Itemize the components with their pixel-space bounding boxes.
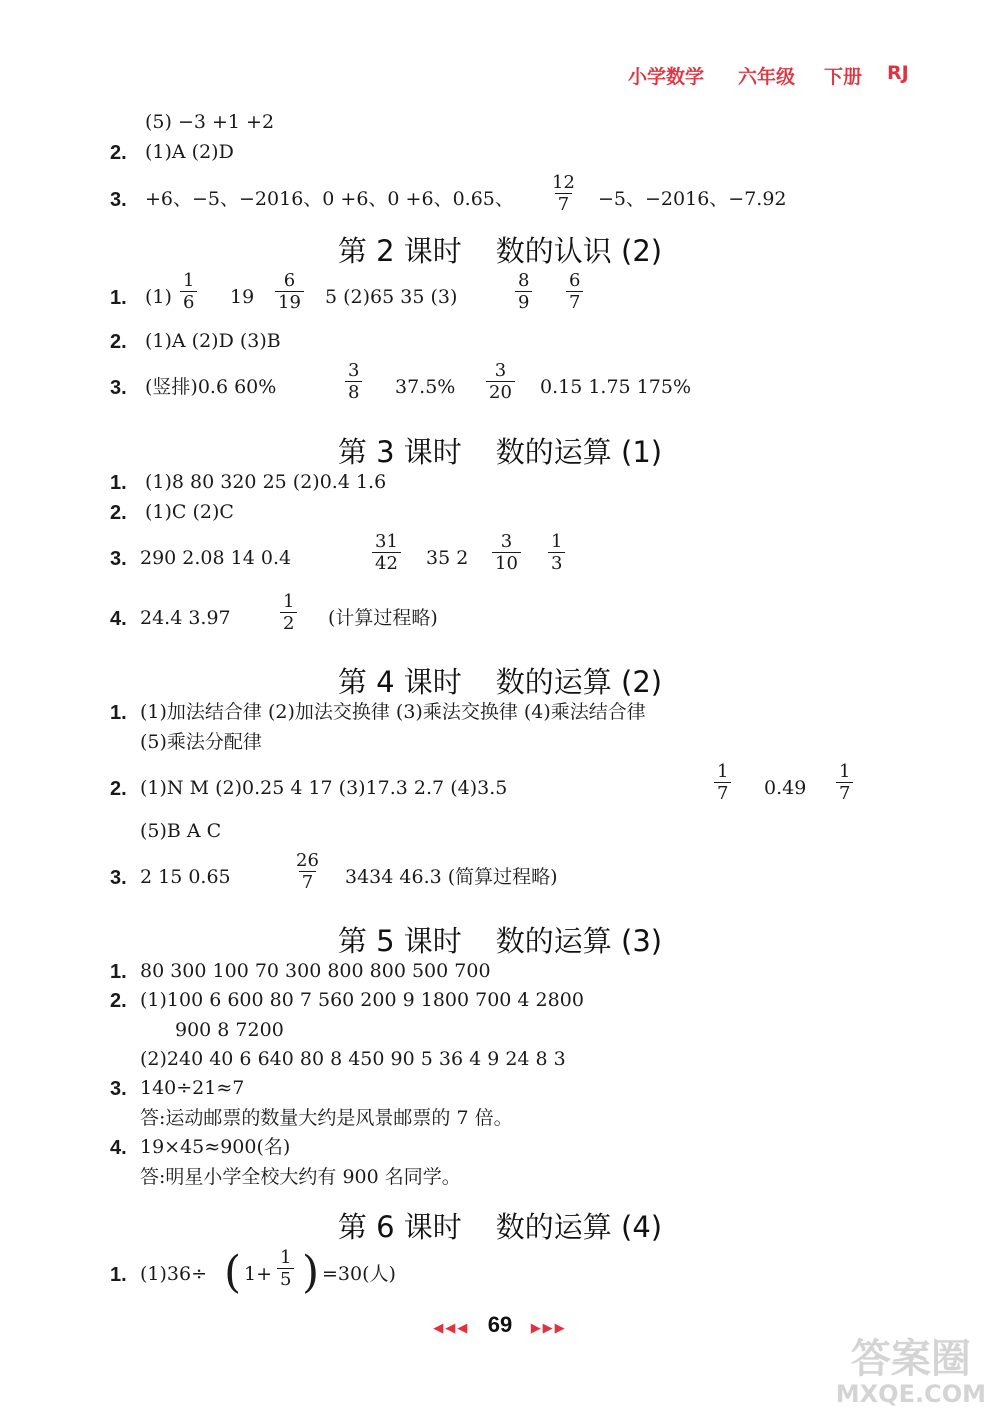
answer-text: (计算过程略) — [328, 607, 438, 629]
fraction: $\frac{3}{20}$ — [486, 360, 515, 403]
fraction: $\frac{6}{19}$ — [275, 270, 304, 313]
fraction: $\frac{6}{7}$ — [566, 270, 583, 313]
answer-line: (1)加法结合律 (2)加法交换律 (3)乘法交换律 (4)乘法结合律 — [140, 701, 646, 723]
answer-text: (竖排)0.6 60% — [145, 376, 277, 398]
answer-text: 2 15 0.65 — [140, 866, 231, 888]
fraction: $\frac{26}{7}$ — [296, 850, 319, 893]
answer-line: 答:运动邮票的数量大约是风景邮票的 7 倍。 — [140, 1107, 513, 1129]
answer-text: 1+ — [244, 1263, 273, 1285]
answer-text: 290 2.08 14 0.4 — [140, 547, 292, 569]
fraction: $\frac{12}{7}$ — [552, 172, 575, 215]
answer-line: 80 300 100 70 300 800 800 500 700 — [140, 960, 491, 982]
fraction: $\frac{1}{6}$ — [180, 270, 197, 313]
left-arrows-icon: ◀◀◀ — [433, 1320, 470, 1335]
answer-text: (1)36÷ — [140, 1263, 208, 1285]
answer-line: (1)A (2)D — [145, 141, 234, 163]
answer-text: 37.5% — [395, 376, 456, 398]
question-number: 3. — [110, 548, 127, 570]
right-parenthesis: ) — [302, 1247, 320, 1298]
answer-text: (1)N M (2)0.25 4 17 (3)17.3 2.7 (4)3.5 — [140, 777, 508, 799]
lesson-heading: 第 3 课时 数的运算 (1) — [337, 435, 663, 469]
question-number: 4. — [110, 608, 127, 630]
question-number: 2. — [110, 990, 127, 1012]
page-footer — [0, 1312, 1000, 1338]
answer-text: 5 (2)65 35 (3) — [325, 286, 458, 308]
answer-line: 900 8 7200 — [175, 1019, 284, 1041]
question-number: 3. — [110, 377, 127, 399]
answer-line: −5、−2016、−7.92 — [598, 188, 787, 210]
answer-line: 140÷21≈7 — [140, 1077, 245, 1099]
question-number: 1. — [110, 1264, 127, 1286]
fraction: $\frac{1}{5}$ — [277, 1247, 294, 1290]
lesson-heading: 第 6 课时 数的运算 (4) — [337, 1210, 663, 1244]
answer-text: 24.4 3.97 — [140, 607, 231, 629]
answer-text: 0.49 — [764, 777, 807, 799]
answer-line: (1)8 80 320 25 (2)0.4 1.6 — [145, 471, 387, 493]
watermark: 答案圈 MXQE.COM — [835, 1336, 986, 1408]
fraction: $\frac{1}{7}$ — [714, 761, 731, 804]
question-number: 2. — [110, 502, 127, 524]
answer-text: 0.15 1.75 175% — [540, 376, 692, 398]
question-number: 4. — [110, 1137, 127, 1159]
fraction: $\frac{8}{9}$ — [515, 270, 532, 313]
answer-line: (5)B A C — [140, 820, 222, 842]
answer-text: =30(人) — [322, 1263, 396, 1285]
answer-text: 3434 46.3 (简算过程略) — [345, 866, 558, 888]
answer-line: 19×45≈900(名) — [140, 1136, 291, 1158]
answer-line: (2)240 40 6 640 80 8 450 90 5 36 4 9 24 8 3 — [140, 1048, 566, 1070]
header-grade: 六年级 — [738, 66, 796, 88]
page-number: 69 — [487, 1312, 513, 1337]
fraction: $\frac{1}{3}$ — [548, 531, 565, 574]
answer-line: (1)A (2)D (3)B — [145, 330, 281, 352]
answer-line: (1)C (2)C — [145, 501, 234, 523]
fraction: $\frac{31}{42}$ — [372, 531, 401, 574]
answer-line: +6、−5、−2016、0 +6、0 +6、0.65、 — [145, 188, 514, 210]
fraction: $\frac{1}{2}$ — [280, 591, 297, 634]
question-number: 2. — [110, 778, 127, 800]
lesson-heading: 第 2 课时 数的认识 (2) — [337, 234, 663, 268]
question-number: 1. — [110, 287, 127, 309]
question-number: 3. — [110, 1078, 127, 1100]
header-edition: RJ — [887, 62, 909, 84]
question-number: 1. — [110, 961, 127, 983]
lesson-heading: 第 4 课时 数的运算 (2) — [337, 665, 663, 699]
answer-line: 答:明星小学全校大约有 900 名同学。 — [140, 1166, 461, 1188]
fraction: $\frac{1}{7}$ — [836, 761, 853, 804]
question-number: 3. — [110, 189, 127, 211]
question-number: 1. — [110, 702, 127, 724]
fraction: $\frac{3}{10}$ — [492, 531, 521, 574]
answer-line: (1)100 6 600 80 7 560 200 9 1800 700 4 2800 — [140, 989, 584, 1011]
question-number: 2. — [110, 331, 127, 353]
lesson-heading: 第 5 课时 数的运算 (3) — [337, 924, 663, 958]
answer-line: (5)乘法分配律 — [140, 731, 262, 753]
answer-text: 35 2 — [426, 547, 469, 569]
right-arrows-icon: ▶▶▶ — [530, 1320, 567, 1335]
question-number: 3. — [110, 867, 127, 889]
question-number: 2. — [110, 142, 127, 164]
answer-text: 19 — [230, 286, 255, 308]
header-subject: 小学数学 — [628, 66, 705, 88]
left-parenthesis: ( — [224, 1247, 242, 1298]
answer-line: (5) −3 +1 +2 — [145, 111, 275, 133]
question-number: 1. — [110, 472, 127, 494]
header-volume: 下册 — [824, 66, 863, 88]
fraction: $\frac{3}{8}$ — [345, 360, 362, 403]
answer-text: (1) — [145, 286, 172, 308]
